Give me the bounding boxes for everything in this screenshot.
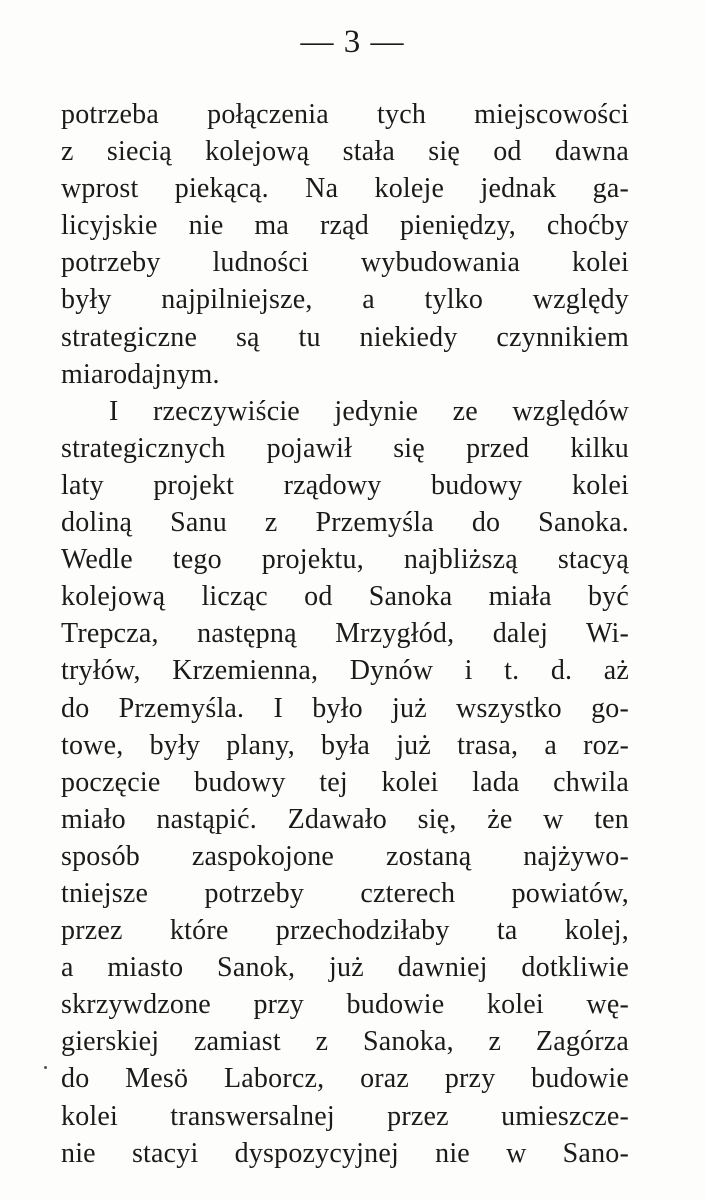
- text-line: potrzeby ludności wybudowania kolei: [61, 247, 629, 279]
- text-line: tniejsze potrzeby czterech powiatów,: [61, 877, 629, 909]
- text-line: Wedle tego projektu, najbliższą stacyą: [61, 544, 629, 576]
- text-line: doliną Sanu z Przemyśla do Sanoka.: [61, 507, 629, 539]
- text-line: strategicznych pojawił się przed kilku: [61, 432, 629, 464]
- text-line: kolejową licząc od Sanoka miała być: [61, 581, 629, 613]
- text-line: towe, były plany, była już trasa, a roz-: [61, 729, 629, 761]
- text-line: miało nastąpić. Zdawało się, że w ten: [61, 803, 629, 835]
- text-line: sposób zaspokojone zostaną najżywo-: [61, 840, 629, 872]
- text-line: skrzywdzone przy budowie kolei wę-: [61, 989, 629, 1021]
- text-line: wprost piekącą. Na koleje jednak ga-: [61, 173, 629, 205]
- text-line: Trepcza, następną Mrzygłód, dalej Wi-: [61, 618, 629, 650]
- text-line: były najpilniejsze, a tylko względy: [61, 284, 629, 316]
- text-line: do Mesö Laborcz, oraz przy budowie: [61, 1063, 629, 1095]
- text-line: przez które przechodziłaby ta kolej,: [61, 915, 629, 947]
- text-line: I rzeczywiście jedynie ze względów: [109, 395, 629, 427]
- text-line: nie stacyi dyspozycyjnej nie w Sano-: [61, 1137, 629, 1169]
- text-line: poczęcie budowy tej kolei lada chwila: [61, 766, 629, 798]
- body-text: [61, 96, 629, 1172]
- text-line: potrzeba połączenia tych miejscowości: [61, 99, 629, 130]
- text-line: licyjskie nie ma rząd pieniędzy, choćby: [61, 210, 629, 242]
- text-line: tryłów, Krzemienna, Dynów i t. d. aż: [61, 655, 629, 687]
- text-line: strategiczne są tu niekiedy czynnikiem: [61, 321, 629, 353]
- text-line: miarodajnym.: [61, 358, 220, 390]
- paragraph: [61, 96, 629, 393]
- text-line: a miasto Sanok, już dawniej dotkliwie: [61, 952, 629, 984]
- text-line: z siecią kolejową stała się od dawna: [61, 136, 629, 168]
- print-speck: [44, 1066, 47, 1069]
- text-line: do Przemyśla. I było już wszystko go-: [61, 692, 629, 724]
- paragraph: [61, 393, 629, 1172]
- text-line: gierskiej zamiast z Sanoka, z Zagórza: [61, 1026, 629, 1058]
- text-line: kolei transwersalnej przez umieszcze-: [61, 1100, 629, 1132]
- text-line: laty projekt rządowy budowy kolei: [61, 469, 629, 501]
- page-number: — 3 —: [300, 24, 405, 60]
